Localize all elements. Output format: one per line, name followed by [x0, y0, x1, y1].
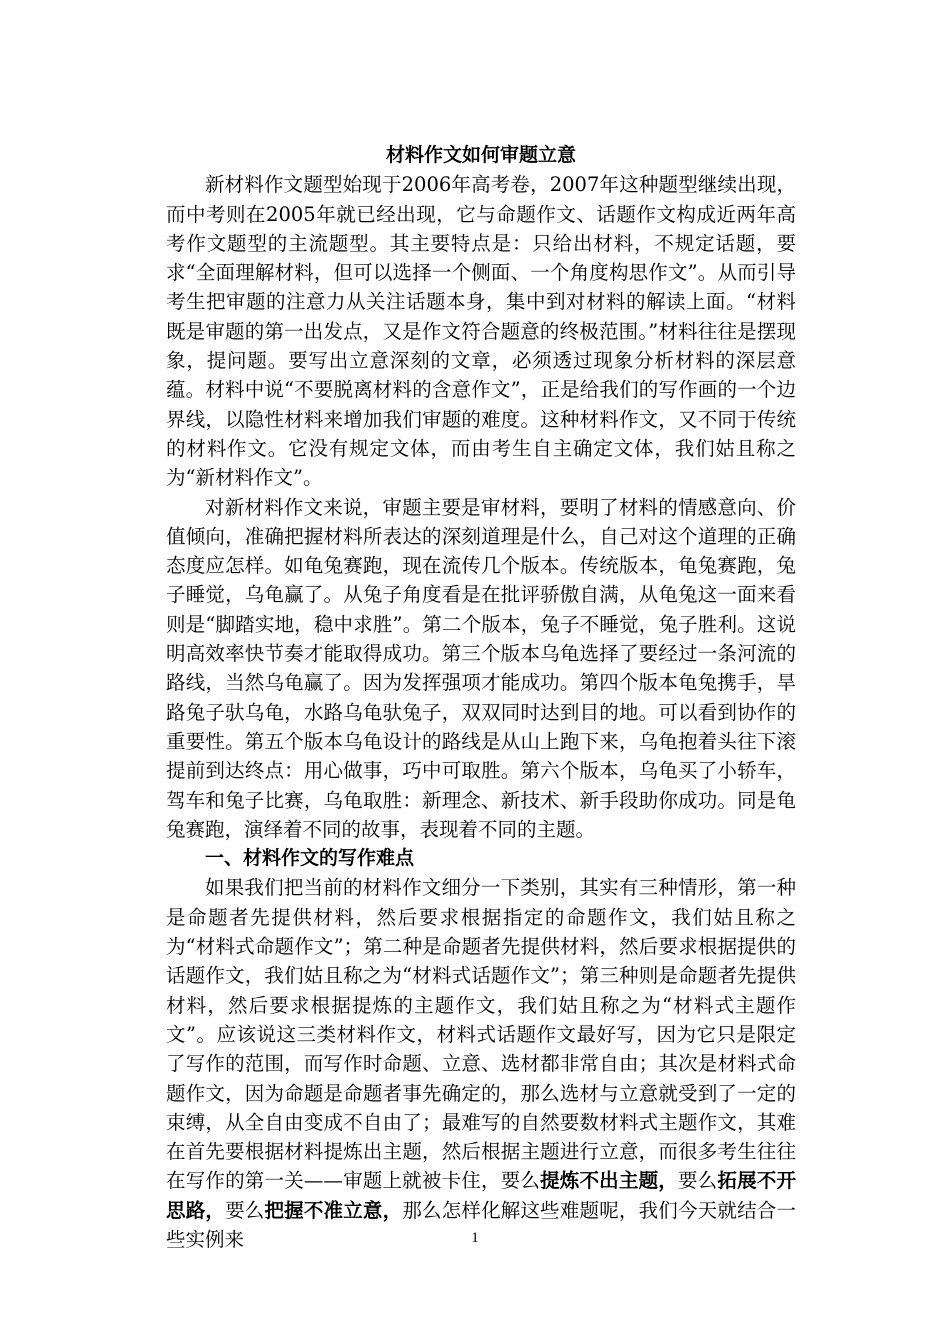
- paragraph-text: 如果我们把当前的材料作文细分一下类别，其实有三种情形，第一种是命题者先提供材料，然后要求根据指定的命题作文，我们姑且称之为“材料式命题作文”；第二种是命题者先提供材料，然后要求根据提供的话题作文，我们姑且称之为“材料式话题作文”；第三种则是命题者先提供材料，然后要求根据提炼的主题作文，我们姑且称之为“材料式主题作文”。应该说这三类材料作文，材料式话题作文最好写，因为它只是限定了写作的范围，而写作时命题、立意、选材都非常自由；其次是材料式命题作文，因为命题是命题者事先确定的，那么选材与立意就受到了一定的束缚，从全自由变成不自由了；最难写的自然要数材料式主题作文，其难在首先要根据材料提炼出主题，然后根据主题进行立意，而很多考生往往在写作的第一关——审题上就被卡住，要么: [166, 876, 796, 1193]
- emphasis-text: 提炼不出主题，: [540, 1169, 678, 1193]
- emphasis-text: 把握不准立意，: [264, 1198, 403, 1222]
- emphasis-text: 拓展不开思路，: [166, 1169, 796, 1222]
- document-body: [166, 141, 796, 1254]
- paragraph-text: 要么: [677, 1169, 718, 1193]
- document-title: 材料作文如何审题立意: [385, 144, 576, 166]
- paragraph-text: 那么怎样化解这些难题呢，我们今天就结合一些实例来: [166, 1198, 796, 1251]
- page-number: 1: [471, 1230, 479, 1246]
- paragraph-tortoise-hare: 对新材料作文来说，审题主要是审材料，要明了材料的情感意向、价值倾向，准确把握材料所表达的深刻道理是什么，自己对这个道理的正确态度应怎样。如龟兔赛跑，现在流传几个版本。传统版本，龟兔赛跑，兔子睡觉，乌龟赢了。从兔子角度看是在批评骄傲自满，从龟兔这一面来看则是“脚踏实地，稳中求胜”。第二个版本，兔子不睡觉，兔子胜利。这说明高效率快节奏才能取得成功。第三个版本乌龟选择了要经过一条河流的路线，当然乌龟赢了。因为发挥强项才能成功。第四个版本龟兔携手，旱路兔子驮乌龟，水路乌龟驮兔子，双双同时达到目的地。可以看到协作的重要性。第五个版本乌龟设计的路线是从山上跑下来，乌龟抱着头往下滚提前到达终点：用心做事，巧中可取胜。第六个版本，乌龟买了小轿车，驾车和兔子比赛，乌龟取胜：新理念、新技术、新手段助你成功。同是龟兔赛跑，演绎着不同的故事，表现着不同的主题。: [166, 495, 796, 841]
- section-heading: 一、材料作文的写作难点: [205, 847, 415, 870]
- paragraph-difficulties: [166, 873, 796, 1254]
- paragraph-text: 要么: [225, 1198, 265, 1222]
- paragraph-intro: 新材料作文题型始现于2006年高考卷，2007年这种题型继续出现，而中考则在2005年就已经出现，它与命题作文、话题作文构成近两年高考作文题型的主流题型。其主要特点是：只给出材料，不规定话题，要求“全面理解材料，但可以选择一个侧面、一个角度构思作文”。从而引导考生把审题的注意力从关注话题本身，集中到对材料的解读上面。“材料既是审题的第一出发点，又是作文符合题意的终极范围。”材料往往是摆现象，提问题。要写出立意深刻的文章，必须透过现象分析材料的深层意蕴。材料中说“不要脱离材料的含意作文”，正是给我们的写作画的一个边界线，以隐性材料来增加我们审题的难度。这种材料作文，又不同于传统的材料作文。它没有规定文体，而由考生自主确定文体，我们姑且称之为“新材料作文”。: [166, 173, 796, 490]
